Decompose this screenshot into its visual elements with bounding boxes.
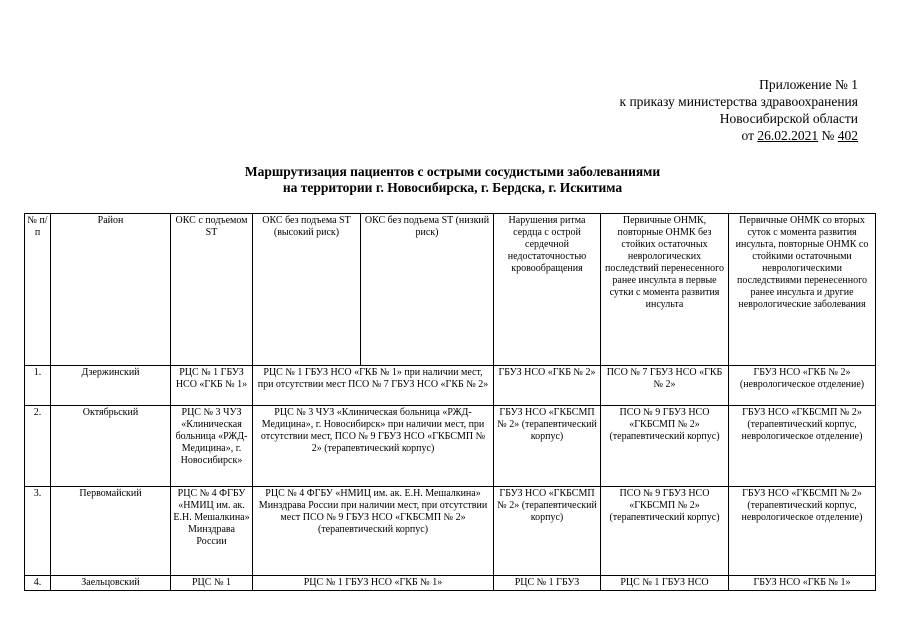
cell-number: 2.	[25, 406, 51, 487]
cell-district: Октябрьский	[51, 406, 171, 487]
header-cell-number: № п/п	[25, 214, 51, 366]
document-title	[0, 164, 905, 196]
header-cell-oks-st: ОКС с подъемом ST	[171, 214, 253, 366]
cell-number: 1.	[25, 366, 51, 406]
header-cell-onmk-second-day: Первичные ОНМК со вторых суток с момента развития инсульта, повторные ОНМК со стойкими остаточными неврологическими последствиями перенесенного ранее инсульта и другие неврологические заболевания	[729, 214, 876, 366]
cell-onmk-first-day: ПСО № 9 ГБУЗ НСО «ГКБСМП № 2» (терапевтический корпус)	[601, 487, 729, 576]
cell-onmk-first-day: ПСО № 7 ГБУЗ НСО «ГКБ № 2»	[601, 366, 729, 406]
cell-oks-no-st: РЦС № 1 ГБУЗ НСО «ГКБ № 1»	[253, 576, 494, 591]
cell-rhythm: ГБУЗ НСО «ГКБСМП № 2» (терапевтический корпус)	[494, 487, 601, 576]
table-row	[25, 406, 876, 487]
routing-table	[24, 213, 876, 591]
date-prefix: от	[741, 128, 758, 143]
table-row	[25, 487, 876, 576]
cell-district: Заельцовский	[51, 576, 171, 591]
title-line-1: Маршрутизация пациентов с острыми сосудистыми заболеваниями	[244, 164, 661, 179]
cell-onmk-first-day: РЦС № 1 ГБУЗ НСО	[601, 576, 729, 591]
appendix-line-1: Приложение № 1	[759, 77, 858, 92]
cell-oks-st: РЦС № 4 ФГБУ «НМИЦ им. ак. Е.Н. Мешалкина» Минздрава России	[171, 487, 253, 576]
cell-onmk-second-day: ГБУЗ НСО «ГКБ № 1»	[729, 576, 876, 591]
cell-onmk-second-day: ГБУЗ НСО «ГКБСМП № 2» (терапевтический корпус, неврологическое отделение)	[729, 487, 876, 576]
appendix-block	[620, 76, 858, 144]
table-header-row	[25, 214, 876, 366]
table-row	[25, 366, 876, 406]
cell-rhythm: ГБУЗ НСО «ГКБ № 2»	[494, 366, 601, 406]
cell-rhythm: ГБУЗ НСО «ГКБСМП № 2» (терапевтический корпус)	[494, 406, 601, 487]
cell-rhythm: РЦС № 1 ГБУЗ	[494, 576, 601, 591]
cell-onmk-second-day: ГБУЗ НСО «ГКБ № 2» (неврологическое отделение)	[729, 366, 876, 406]
header-cell-rhythm: Нарушения ритма сердца с острой сердечной недостаточностью кровообращения	[494, 214, 601, 366]
cell-oks-no-st: РЦС № 4 ФГБУ «НМИЦ им. ак. Е.Н. Мешалкина» Минздрава России при наличии мест, при отсутствии мест ПСО № 9 ГБУЗ НСО «ГКБСМП № 2» (терапевтический корпус)	[253, 487, 494, 576]
title-line-2: на территории г. Новосибирска, г. Бердска, г. Искитима	[282, 180, 623, 195]
header-cell-oks-low-risk: ОКС без подъема ST (низкий риск)	[361, 214, 494, 366]
appendix-line-2: к приказу министерства здравоохранения	[619, 94, 858, 109]
cell-onmk-second-day: ГБУЗ НСО «ГКБСМП № 2» (терапевтический корпус, неврологическое отделение)	[729, 406, 876, 487]
cell-number: 4.	[25, 576, 51, 591]
cell-oks-st: РЦС № 1 ГБУЗ НСО «ГКБ № 1»	[171, 366, 253, 406]
cell-oks-no-st: РЦС № 3 ЧУЗ «Клиническая больница «РЖД-Медицина», г. Новосибирск» при наличии мест, при отсутствии мест, ПСО № 9 ГБУЗ НСО «ГКБСМП № 2» (терапевтический корпус)	[253, 406, 494, 487]
number-prefix: №	[818, 128, 838, 143]
cell-number: 3.	[25, 487, 51, 576]
header-cell-onmk-first-day: Первичные ОНМК, повторные ОНМК без стойких остаточных неврологических последствий перенесенного ранее инсульта в первые сутки с момента развития инсульта	[601, 214, 729, 366]
cell-district: Первомайский	[51, 487, 171, 576]
header-cell-district: Район	[51, 214, 171, 366]
order-date: 26.02.2021	[757, 128, 819, 143]
appendix-line-3: Новосибирской области	[719, 111, 858, 126]
cell-district: Дзержинский	[51, 366, 171, 406]
header-cell-oks-high-risk: ОКС без подъема ST (высокий риск)	[253, 214, 361, 366]
table-row	[25, 576, 876, 591]
order-number: 402	[837, 128, 858, 143]
appendix-date-line	[620, 127, 858, 144]
cell-oks-st: РЦС № 1	[171, 576, 253, 591]
cell-onmk-first-day: ПСО № 9 ГБУЗ НСО «ГКБСМП № 2» (терапевтический корпус)	[601, 406, 729, 487]
cell-oks-st: РЦС № 3 ЧУЗ «Клиническая больница «РЖД-Медицина», г. Новосибирск»	[171, 406, 253, 487]
cell-oks-no-st: РЦС № 1 ГБУЗ НСО «ГКБ № 1» при наличии мест, при отсутствии мест ПСО № 7 ГБУЗ НСО «ГКБ № 2»	[253, 366, 494, 406]
